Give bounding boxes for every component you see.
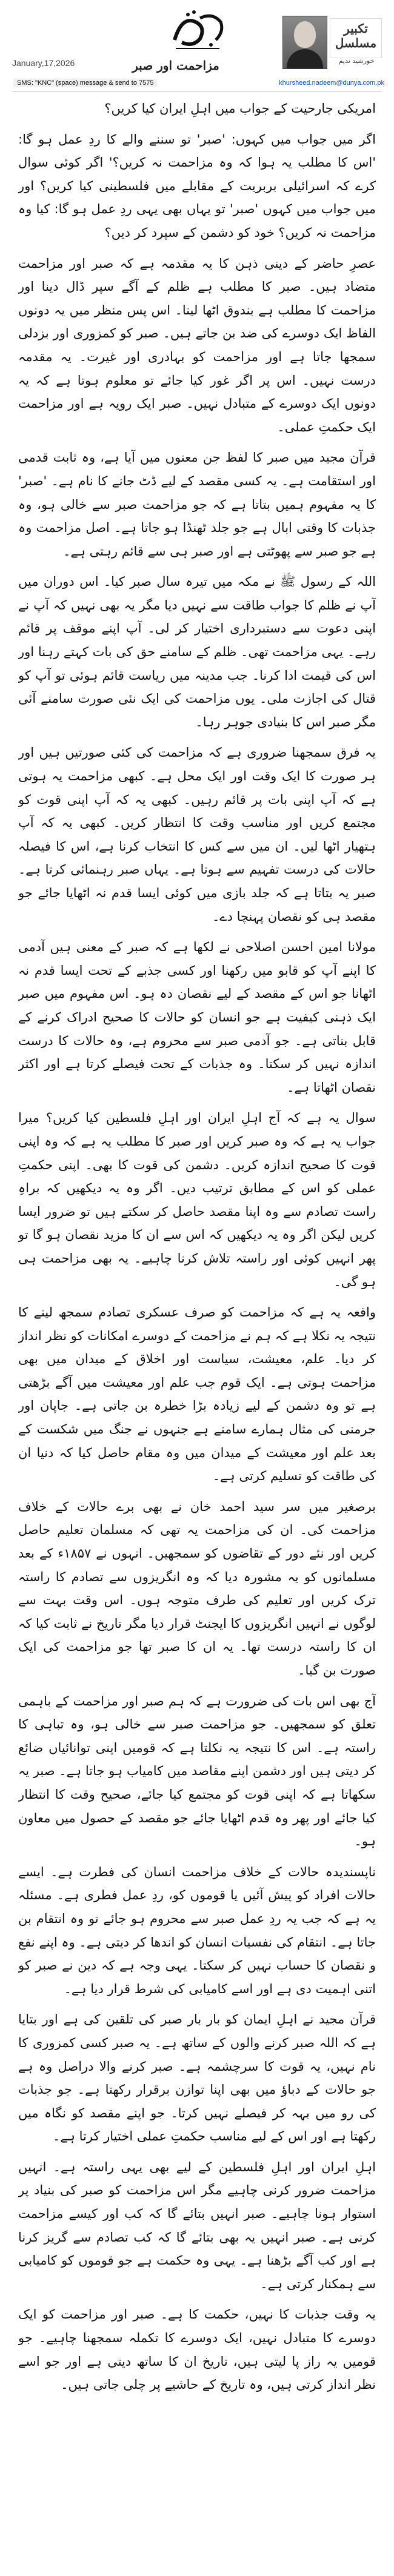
- column-title: مزاحمت اور صبر: [132, 58, 219, 73]
- paragraph: برصغیر میں سر سید احمد خان نے بھی برے حالات کے خلاف مزاحمت کی۔ ان کی مزاحمت یہ تھی کہ مسلمان تعلیم حاصل کریں اور نئے دور کے تقاضوں کو سمجھیں۔ انہوں نے ۱۸۵۷ء کے بعد مسلمانوں کو یہ مشورہ دیا کہ وہ انگریزوں سے تصادم کا راستہ ترک کریں اور تعلیم کی طرف متوجہ ہوں۔ اس وقت بہت سے لوگوں نے انہیں انگریزوں کا ایجنٹ قرار دیا مگر تاریخ نے ثابت کیا کہ ان کا راستہ درست تھا۔ یہ ان کا صبر تھا جو مزاحمت کی ایک صورت بن گیا۔: [18, 1499, 376, 1678]
- paragraph: آج بھی اس بات کی ضرورت ہے کہ ہم صبر اور مزاحمت کے باہمی تعلق کو سمجھیں۔ جو مزاحمت صبر سے خالی ہو، وہ تباہی کا راستہ ہے۔ اس کا نتیجہ یہ نکلتا ہے کہ قومیں اپنی توانائیاں ضائع کر دیتی ہیں اور دشمن اپنے مقاصد میں کامیاب ہو جاتا ہے۔ صبر یہ سکھاتا ہے کہ اپنی قوت کو مجتمع کیا جائے، صحیح وقت کا انتظار کیا جائے اور پھر وہ قدم اٹھایا جائے جو مقصد کے حصول میں معاون ہو۔: [18, 1693, 376, 1849]
- paragraph: سوال یہ ہے کہ آج اہلِ ایران اور اہلِ فلسطین کیا کریں؟ میرا جواب یہ ہے کہ وہ صبر کریں اور صبر کا مطلب یہ ہے کہ وہ اپنی قوت کا صحیح اندازہ کریں۔ دشمن کی قوت کا بھی۔ اپنی حکمتِ عملی کو اس کے مطابق ترتیب دیں۔ اگر وہ یہ دیکھیں کہ براہِ راست تصادم سے وہ اپنا مقصد حاصل کر سکتے ہیں تو ضرور ایسا کریں لیکن اگر وہ یہ دیکھیں کہ اس سے ان کا مزید نقصان ہو گا تو پھر انہیں کوئی اور راستہ تلاش کرنا چاہیے۔ یہ بھی مزاحمت ہی ہو گی۔: [18, 1110, 376, 1289]
- paragraph: مولانا امین احسن اصلاحی نے لکھا ہے کہ صبر کے معنی ہیں آدمی کا اپنے آپ کو قابو میں رکھنا اور کسی جذبے کے تحت ایسا قدم نہ اٹھانا جو اس کے مقصد کے لیے نقصان دہ ہو۔ اس مفہوم میں صبر ایک ذہنی کیفیت ہے جو انسان کو حالات کا صحیح ادراک کرنے کے قابل بناتی ہے۔ جو آدمی صبر سے محروم ہے، وہ حالات کا درست اندازہ نہیں کر سکتا۔ وہ جذبات کے تحت فیصلے کرتا ہے اور اکثر نقصان اٹھاتا ہے۔: [18, 940, 376, 1095]
- column-name: تکبیر مسلسل: [330, 18, 382, 58]
- paragraph: یہ وقت جذبات کا نہیں، حکمت کا ہے۔ صبر اور مزاحمت کو ایک دوسرے کا متبادل نہیں، ایک دوسرے کا تکملہ سمجھنا چاہیے۔ جو قومیں یہ راز پا لیتی ہیں، تاریخ ان کا ساتھ دیتی ہے اور جو اسے نظر انداز کرتی ہیں، وہ تاریخ کے حاشیے پر چلی جاتی ہیں۔: [18, 2307, 376, 2392]
- paragraph: ناپسندیدہ حالات کے خلاف مزاحمت انسان کی فطرت ہے۔ ایسے حالات افراد کو پیش آئیں یا قوموں کو، ردِ عمل فطری ہے۔ مسئلہ یہ ہے کہ جب یہ ردِ عمل صبر سے محروم ہو جائے تو وہ انتقام بن جاتا ہے۔ انتقام کی نفسیات انسان کو اندھا کر دیتی ہے۔ وہ اپنے نفع و نقصان کا حساب نہیں کر سکتا۔ یہی وجہ ہے کہ دین نے صبر کو اتنی اہمیت دی ہے اور اسے کامیابی کی شرط قرار دیا ہے۔: [18, 1864, 376, 1996]
- paragraph: واقعہ یہ ہے کہ مزاحمت کو صرف عسکری تصادم سمجھ لینے کا نتیجہ یہ نکلا ہے کہ ہم نے مزاحمت کے دوسرے امکانات کو نظر انداز کر دیا۔ علم، معیشت، سیاست اور اخلاق کے میدان میں بھی مزاحمت ہوتی ہے۔ ایک قوم جب علم اور معیشت میں آگے بڑھتی ہے تو وہ دشمن کے لیے زیادہ بڑا خطرہ بن جاتی ہے۔ جاپان اور جرمنی کی مثال ہمارے سامنے ہے جنہوں نے جنگ میں شکست کے بعد علم اور معیشت کے میدان میں وہ مقام حاصل کیا کہ دنیا ان کی طاقت کو تسلیم کرتی ہے۔: [18, 1305, 376, 1484]
- paragraph: اللہ کے رسول ﷺ نے مکہ میں تیرہ سال صبر کیا۔ اس دوران میں آپ نے ظلم کا جواب طاقت سے نہیں دیا مگر یہ بھی نہیں کہ آپ نے اپنی دعوت سے دستبرداری اختیار کر لی۔ آپ اپنے موقف پر قائم رہے۔ یہی مزاحمت تھی۔ ظلم کے سامنے حق کی بات کہتے رہنا اور اس کی قیمت ادا کرنا۔ جب مدینہ میں ریاست قائم ہوئی تو آپ کو قتال کی اجازت ملی۔ یوں مزاحمت کی ایک نئی صورت سامنے آئی مگر صبر اس کا بنیادی جوہر رہا۔: [18, 574, 376, 729]
- paragraph: اگر میں جواب میں کہوں: 'صبر' تو سننے والے کا ردِ عمل ہو گا: 'اس کا مطلب یہ ہوا کہ وہ مزاحمت نہ کریں؟' اگر کوئی سوال کرے کہ اسرائیلی بربریت کے مقابلے میں فلسطینی کیا کریں؟ اور میں جواب میں کہوں 'صبر' تو یہاں بھی یہی ردِ عمل ہو گا: کیا وہ مزاحمت نہ کریں؟ خود کو دشمن کے سپرد کر دیں؟: [18, 131, 376, 240]
- paragraph: امریکی جارحیت کے جواب میں اہلِ ایران کیا کریں؟: [104, 101, 376, 116]
- contact-bar: [13, 78, 384, 88]
- author-photo: [282, 16, 327, 69]
- sms-instructions: SMS: "KNC" (space) message & send to 7575: [13, 79, 157, 87]
- masthead-logo: [164, 4, 232, 55]
- paragraph: یہ فرق سمجھنا ضروری ہے کہ مزاحمت کی کئی صورتیں ہیں اور ہر صورت کا ایک وقت اور ایک محل ہے۔ کبھی مزاحمت یہ ہوتی ہے کہ آپ اپنی بات پر قائم رہیں۔ کبھی یہ کہ آپ اپنی قوت کو مجتمع کریں اور مناسب وقت کا انتظار کریں۔ کبھی یہ کہ آپ ہتھیار اٹھا لیں۔ ان میں سے کس کا انتخاب کرنا ہے، اس کا فیصلہ حالات کی درست تفہیم سے ہوتا ہے۔ یہاں صبر رہنمائی کرتا ہے۔ صبر یہ بتاتا ہے کہ جلد بازی میں کوئی ایسا قدم نہ اٹھایا جائے جو مقصد ہی کو نقصان پہنچا دے۔: [18, 745, 376, 924]
- paragraph: اہلِ ایران اور اہلِ فلسطین کے لیے بھی یہی راستہ ہے۔ انہیں مزاحمت ضرور کرنی چاہیے مگر اس مزاحمت کو صبر کی بنیاد پر استوار ہونا چاہیے۔ صبر انہیں بتائے گا کہ کب اور کیسے مزاحمت کرنی ہے۔ صبر انہیں یہ بھی بتائے گا کہ کب تصادم سے گریز کرنا ہے اور کب آگے بڑھنا ہے۔ یہی وہ حکمت ہے جو قوموں کو کامیابی سے ہمکنار کرتی ہے۔: [18, 2159, 376, 2291]
- author-email[interactable]: khursheed.nadeem@dunya.com.pk: [279, 79, 384, 87]
- paragraph: قرآن مجید میں صبر کا لفظ جن معنوں میں آیا ہے، وہ ثابت قدمی اور استقامت ہے۔ یہ کسی مقصد کے لیے ڈٹ جانے کا نام ہے۔ 'صبر' کا یہ مفہوم ہمیں بتاتا ہے کہ جو مزاحمت صبر سے خالی ہو، وہ جذبات کا وقتی ابال ہے جو جلد ٹھنڈا ہو جاتا ہے۔ اصل مزاحمت وہ ہے جو صبر سے پھوٹتی ہے اور صبر ہی سے قائم رہتی ہے۔: [18, 450, 376, 559]
- publish-date: January,17,2026: [12, 58, 75, 68]
- dunya-logo-icon: [164, 4, 232, 55]
- article-body: [18, 97, 376, 2563]
- paragraph: قرآن مجید نے اہلِ ایمان کو بار بار صبر کی تلقین کی ہے اور بتایا ہے کہ اللہ صبر کرنے والوں کے ساتھ ہے۔ یہ صبر کسی کمزوری کا نام نہیں، یہ قوت کا سرچشمہ ہے۔ صبر کرنے والا دراصل وہ ہے جو حالات کے دباؤ میں بھی اپنا توازن برقرار رکھتا ہے۔ جو جذبات کی رو میں بہہ کر فیصلے نہیں کرتا۔ جو اپنے مقصد کو نگاہ میں رکھتا ہے اور اس کے لیے مناسب حکمتِ عملی اختیار کرتا ہے۔: [18, 2012, 376, 2144]
- author-name: خورشید ندیم: [338, 57, 375, 65]
- paragraph: عصرِ حاضر کے دینی ذہن کا یہ مقدمہ ہے کہ صبر اور مزاحمت متضاد ہیں۔ صبر کا مطلب ہے ظلم کے آگے سپر ڈال دینا اور مزاحمت کا مطلب ہے بندوق اٹھا لینا۔ اس پس منظر میں یہ دونوں الفاظ ایک دوسرے کی ضد بن جاتے ہیں۔ صبر کو کمزوری اور بزدلی سمجھا جاتا ہے اور مزاحمت کو بہادری اور غیرت۔ یہ مقدمہ درست نہیں۔ اس پر اگر غور کیا جائے تو معلوم ہوتا ہے کہ یہ دونوں ایک دوسرے کے متبادل نہیں۔ صبر ایک رویہ ہے اور مزاحمت ایک حکمتِ عملی۔: [18, 256, 376, 434]
